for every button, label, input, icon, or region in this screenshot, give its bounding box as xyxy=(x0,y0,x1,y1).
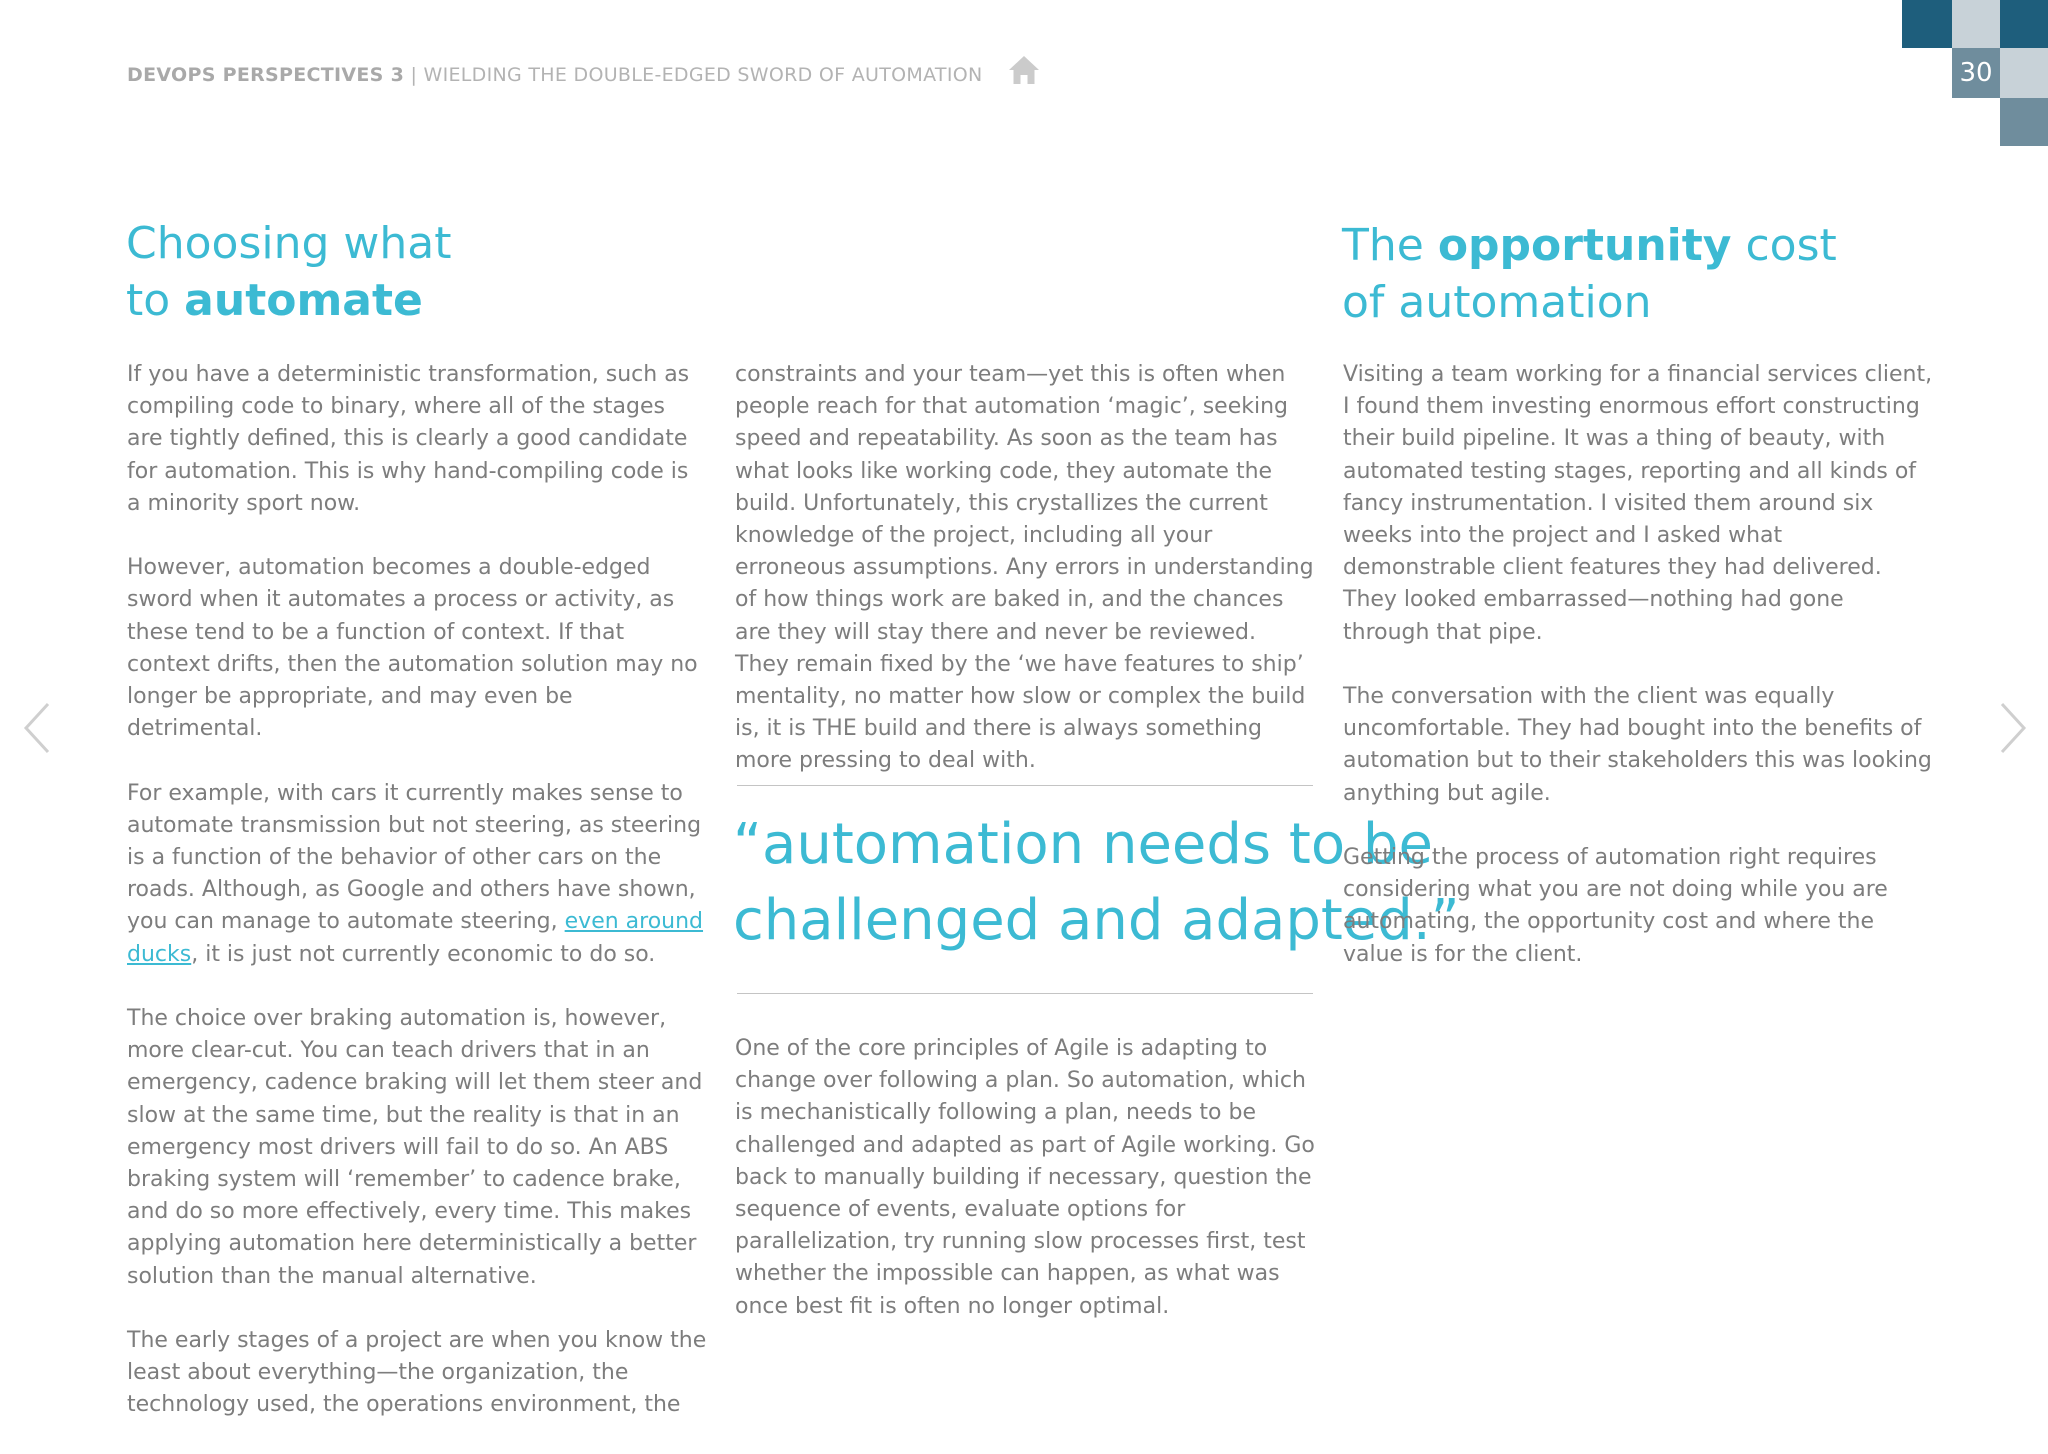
paragraph-text: , it is just not currently economic to do so. xyxy=(191,941,656,967)
body-column-1 xyxy=(127,359,707,1454)
header-separator: | xyxy=(410,64,418,86)
chapter-title: WIELDING THE DOUBLE-EDGED SWORD OF AUTOMATION xyxy=(423,64,983,86)
paragraph: constraints and your team—yet this is often when people reach for that automation ‘magic’, seeking speed and repeatability. As soon as the team has what looks like working code, they automate the build. Unfortunately, this crystallizes the current knowledge of the project, including all your erroneous assumptions. Any errors in understanding of how things work are baked in, and the chances are they will stay there and never be reviewed. They remain fixed by the ‘we have features to ship’ mentality, no matter how slow or complex the build is, it is THE build and there is always something more pressing to deal with. xyxy=(735,362,1314,774)
heading-text: to xyxy=(126,275,185,326)
chevron-right-icon[interactable] xyxy=(1992,698,2032,758)
heading-text: The xyxy=(1342,220,1438,271)
paragraph: One of the core principles of Agile is adapting to change over following a plan. So automation, which is mechanistically following a plan, needs to be challenged and adapted as part of Agile working. Go back to manually building if necessary, question the sequence of events, evaluate options for parallelization, try running slow processes first, test whether the impossible can happen, as what was once best fit is often no longer optimal. xyxy=(735,1036,1315,1319)
heading-line: of automation xyxy=(1342,277,1652,328)
paragraph xyxy=(127,778,707,971)
pull-quote xyxy=(733,807,1460,959)
running-header xyxy=(127,64,983,86)
paragraph: The conversation with the client was equally uncomfortable. They had bought into the benefits of automation but to their stakeholders this was looking anything but agile. xyxy=(1343,684,1932,806)
quote-line: “automation needs to be xyxy=(733,812,1433,877)
paragraph: However, automation becomes a double-edged sword when it automates a process or activity, as these tend to be a function of context. If that context drifts, then the automation solution may no longer be appropriate, and may even be detrimental. xyxy=(127,555,698,742)
section-heading-choosing xyxy=(126,215,452,329)
ducks-link[interactable]: even around ducks xyxy=(127,909,704,967)
decor-tile-dark xyxy=(2000,0,2048,48)
home-icon[interactable] xyxy=(1006,52,1042,88)
decor-tile-light xyxy=(2000,48,2048,98)
decor-tile-light xyxy=(1952,0,2000,48)
paragraph: The early stages of a project are when you know the least about everything—the organization, the technology used, the operations environment, the xyxy=(127,1328,707,1418)
quote-divider-top xyxy=(737,785,1313,786)
section-heading-opportunity xyxy=(1342,217,1837,331)
body-column-2-continued xyxy=(735,1033,1315,1355)
body-column-3 xyxy=(1343,359,1933,1003)
paragraph-text: For example, with cars it currently makes sense to automate transmission but not steering, as steering is a function of the behavior of other cars on the roads. Although, as Google and others have shown, you can manage to automate steering, xyxy=(127,780,702,935)
heading-line: Choosing what xyxy=(126,218,452,269)
body-column-2 xyxy=(735,359,1315,810)
quote-line: challenged and adapted.” xyxy=(733,888,1460,953)
page-number: 30 xyxy=(1952,48,2000,98)
heading-emphasis: opportunity xyxy=(1437,220,1732,271)
paragraph: The choice over braking automation is, however, more clear-cut. You can teach drivers that in an emergency, cadence braking will let them steer and slow at the same time, but the reality is that in an emergency most drivers will fail to do so. An ABS braking system will ‘remember’ to cadence brake, and do so more effectively, every time. This makes applying automation here deterministically a better solution than the manual alternative. xyxy=(127,1006,703,1289)
paragraph: Visiting a team working for a financial services client, I found them investing enormous effort constructing their build pipeline. It was a thing of beauty, with automated testing stages, reporting and all kinds of fancy instrumentation. I visited them around six weeks into the project and I asked what demonstrable client features they had delivered. They looked embarrassed—nothing had gone through that pipe. xyxy=(1343,362,1933,645)
decor-tile-mid xyxy=(2000,98,2048,146)
chevron-left-icon[interactable] xyxy=(18,698,58,758)
quote-divider-bottom xyxy=(737,993,1313,994)
heading-text: cost xyxy=(1731,220,1837,271)
paragraph: If you have a deterministic transformation, such as compiling code to binary, where all of the stages are tightly defined, this is clearly a good candidate for automation. This is why hand-compiling code is a minority sport now. xyxy=(127,362,690,516)
paragraph: Getting the process of automation right requires considering what you are not doing while you are automating, the opportunity cost and where the value is for the client. xyxy=(1343,845,1888,967)
series-title: DEVOPS PERSPECTIVES 3 xyxy=(127,64,405,86)
decor-tile-dark xyxy=(1902,0,1952,48)
heading-emphasis: automate xyxy=(184,275,423,326)
